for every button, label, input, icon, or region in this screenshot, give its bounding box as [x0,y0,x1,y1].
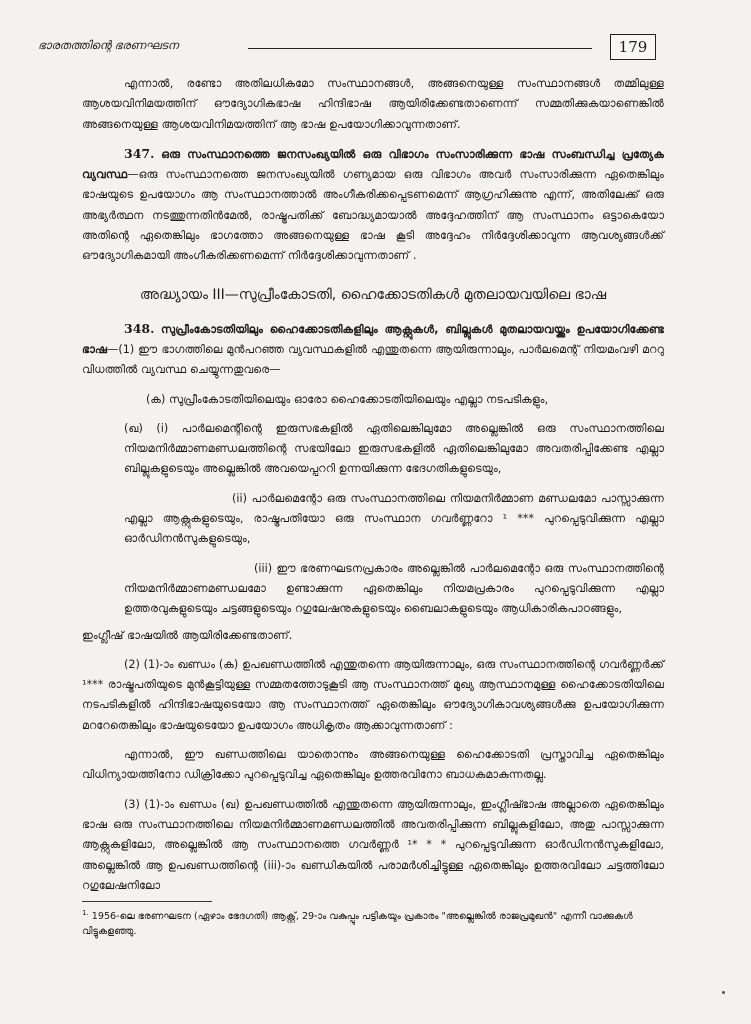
page-number: 179 [610,34,656,60]
chapter-heading: അദ്ധ്യായം III—സുപ്രീംകോടതി, ഹൈക്കോടതികൾ മുതലായവയിലെ ഭാഷ [139,286,607,303]
section-348-title: സുപ്രീംകോടതിയിലും ഹൈക്കോടതികളിലും ആക്റ്റുകൾ, ബില്ലുകൾ മുതലായവയ്ക്കും ഉപയോഗിക്കേണ്ട ഭാഷ [82,322,664,356]
clause-1-b-iii: (iii) ഈ ഭരണഘടനപ്രകാരം അല്ലെങ്കിൽ പാർലമെന്റോ ഒരു സംസ്ഥാനത്തിന്റെ നിയമനിർമ്മാണമണ്ഡലമോ ഉണ്ടാക്കുന്ന ഏതെങ്കിലും നിയമപ്രകാരം പുറപ്പെടുവിക്കുന്ന എല്ലാ ഉത്തരവുകളുടെയും ചട്ടങ്ങളുടെയും റഗുലേഷനുകളുടെയും ബൈലാകളുടെയും ആധികാരികപാഠങ്ങളും, [124,561,664,616]
footnote-rule [82,901,212,902]
page-content [82,74,664,896]
clause-1-b-ii: (ii) പാർലമെന്റോ ഒരു സംസ്ഥാനത്തിലെ നിയമനിർമ്മാണ മണ്ഡലമോ പാസ്സാക്കുന്ന എല്ലാ ആക്റ്റുകളുടെയും, രാഷ്ട്രപതിയോ ഒരു സംസ്ഥാന ഗവർണ്ണറോ ¹ *** പുറപ്പെടുവിക്കുന്ന എല്ലാ ഓർഡിനൻസുകളുടെയും, [124,491,664,546]
clause-1-closing: ഇംഗ്ലീഷ് ഭാഷയിൽ ആയിരിക്കേണ്ടതാണ്. [82,628,293,642]
clause-1-b-i: (ഖ) (i) പാർലമെന്റിന്റെ ഇരുസഭകളിൽ ഏതിലെങ്കിലുമോ അല്ലെങ്കിൽ ഒരു സംസ്ഥാനത്തിലെ നിയമനിർമ്മാണമണ്ഡലത്തിന്റെ സഭയിലോ ഇരുസഭകളിൽ ഏതിലെങ്കിലുമോ അവതരിപ്പിക്കേണ്ട എല്ലാ ബില്ലുകളുടെയും അല്ലെങ്കിൽ അവയെപ്പററി ഉന്നയിക്കുന്ന ഭേദഗതികളുടെയും, [124,421,664,476]
section-347-number: 347. [124,145,155,161]
section-348-number: 348. [124,320,155,336]
section-347-title: ഒരു സംസ്ഥാനത്തെ ജനസംഖ്യയിൽ ഒരു വിഭാഗം സംസാരിക്കുന്ന ഭാഷ സംബന്ധിച്ച പ്രത്യേക വ്യവസ്ഥ [82,147,664,182]
clause-1-a: (ക) സുപ്രീംകോടതിയിലെയും ഓരോ ഹൈക്കോടതിയിലെയും എല്ലാ നടപടികളും, [146,392,549,406]
intro-paragraph: എന്നാൽ, രണ്ടോ അതിലധികമോ സംസ്ഥാനങ്ങൾ, അങ്ങനെയുള്ള സംസ്ഥാനങ്ങൾ തമ്മിലുള്ള ആശയവിനിമയത്തിന് ഔദ്യോഗികഭാഷ ഹിന്ദിഭാഷ ആയിരിക്കേണ്ടതാണെന്ന് സമ്മതിക്കുകയാണെങ്കിൽ അങ്ങനെയുള്ള ആശയവിനിമയത്തിന് ആ ഭാഷ ഉപയോഗിക്കാവുന്നതാണ്. [82,77,664,131]
section-348-text: —(1) ഈ ഭാഗത്തിലെ മുൻപറഞ്ഞ വ്യവസ്ഥകളിൽ എന്തുതന്നെ ആയിരുന്നാലും, പാർലമെന്റ് നിയമംവഴി മററു വിധത്തിൽ വ്യവസ്ഥ ചെയ്യുന്നതുവരെ— [82,342,664,377]
section-348 [82,319,664,381]
clause-2: (2) (1)-ാം ഖണ്ഡം (ക) ഉപഖണ്ഡത്തിൽ എന്തുതന്നെ ആയിരുന്നാലും, ഒരു സംസ്ഥാനത്തിന്റെ ഗവർണ്ണർക്ക് ¹*** രാഷ്ട്രപതിയുടെ മുൻകൂട്ടിയുള്ള സമ്മതത്തോടുകൂടി ആ സംസ്ഥാനത്ത് മുഖ്യ ആസ്ഥാനമുള്ള ഹൈക്കോടതിയിലെ നടപടികളിൽ ഹിന്ദിഭാഷയുടെയോ ആ സംസ്ഥാനത്ത് ഏതെങ്കിലും ഔദ്യോഗികാവശ്യങ്ങൾക്കു ഉപയോഗിക്കുന്ന മററേതെങ്കിലും ഭാഷയുടെയോ ഉപയോഗം അധികൃതം ആക്കാവുന്നതാണ് : [82,657,664,732]
scan-speck [722,991,725,994]
footnote-marker: 1. [82,909,89,917]
footnote-text: 1956-ലെ ഭരണഘടന (ഏഴാം ഭേദഗതി) ആക്റ്റ്, 29-ാം വകുപ്പും പട്ടികയും പ്രകാരം "അല്ലെങ്കിൽ രാജപ്രമുഖൻ" എന്നീ വാക്കുകൾ വിട്ടുകളഞ്ഞു. [82,911,633,938]
section-347 [82,144,664,267]
running-title: ഭാരതത്തിന്റെ ഭരണഘടന [38,38,179,52]
footnote [82,906,664,939]
page-header [38,34,678,64]
clause-2-proviso: എന്നാൽ, ഈ ഖണ്ഡത്തിലെ യാതൊന്നും അങ്ങനെയുള്ള ഹൈക്കോടതി പ്രസ്താവിച്ച ഏതെങ്കിലും വിധിന്യായത്തിനോ ഡിക്രിക്കോ പുറപ്പെടുവിച്ച ഏതെങ്കിലും ഉത്തരവിനോ ബാധകമാകുന്നതല്ല. [82,748,664,782]
section-347-text: —ഒരു സംസ്ഥാനത്തെ ജനസംഖ്യയിൽ ഗണ്യമായ ഒരു വിഭാഗം അവർ സംസാരിക്കുന്ന ഏതെങ്കിലും ഭാഷയുടെ ഉപയോഗം ആ സംസ്ഥാനത്താൽ അംഗീകരിക്കപ്പെടണമെന്ന് ആഗ്രഹിക്കുന്നു എന്ന്, അതിലേക്ക് ഒരു അഭ്യർത്ഥന നടത്തുന്നതിൻമേൽ, രാഷ്ട്രപതിക്ക് ബോദ്ധ്യമായാൽ അദ്ദേഹത്തിന് ആ സംസ്ഥാനം ഒട്ടാകെയോ അതിന്റെ ഏതെങ്കിലും ഭാഗത്തോ അങ്ങനെയുള്ള ഭാഷ കൂടി അദ്ദേഹം നിർദ്ദേശിക്കാവുന്ന ആവശ്യങ്ങൾക്ക് ഔദ്യോഗികമായി അംഗീകരിക്കണമെന്ന് നിർദ്ദേശിക്കാവുന്നതാണ് . [82,168,664,263]
header-rule [248,48,592,49]
clause-3: (3) (1)-ാം ഖണ്ഡം (ഖ) ഉപഖണ്ഡത്തിൽ എന്തുതന്നെ ആയിരുന്നാലും, ഇംഗ്ലീഷ്ഭാഷ അല്ലാതെ ഏതെങ്കിലും ഭാഷ ഒരു സംസ്ഥാനത്തിലെ നിയമനിർമ്മാണമണ്ഡലത്തിൽ അവതരിപ്പിക്കുന്ന ബില്ലുകളിലോ, അതു പാസ്സാക്കുന്ന ആക്റ്റുകളിലോ, അല്ലെങ്കിൽ ആ സംസ്ഥാനത്തെ ഗവർണ്ണർ ¹* * * പുറപ്പെടുവിക്കുന്ന ഓർഡിനൻസുകളിലോ, അല്ലെങ്കിൽ ആ ഉപഖണ്ഡത്തിന്റെ (iii)-ാം ഖണ്ഡികയിൽ പരാമർശിച്ചിട്ടുള്ള ഏതെങ്കിലും ഉത്തരവിലോ ചട്ടത്തിലോ റഗുലേഷനിലോ [82,797,664,892]
